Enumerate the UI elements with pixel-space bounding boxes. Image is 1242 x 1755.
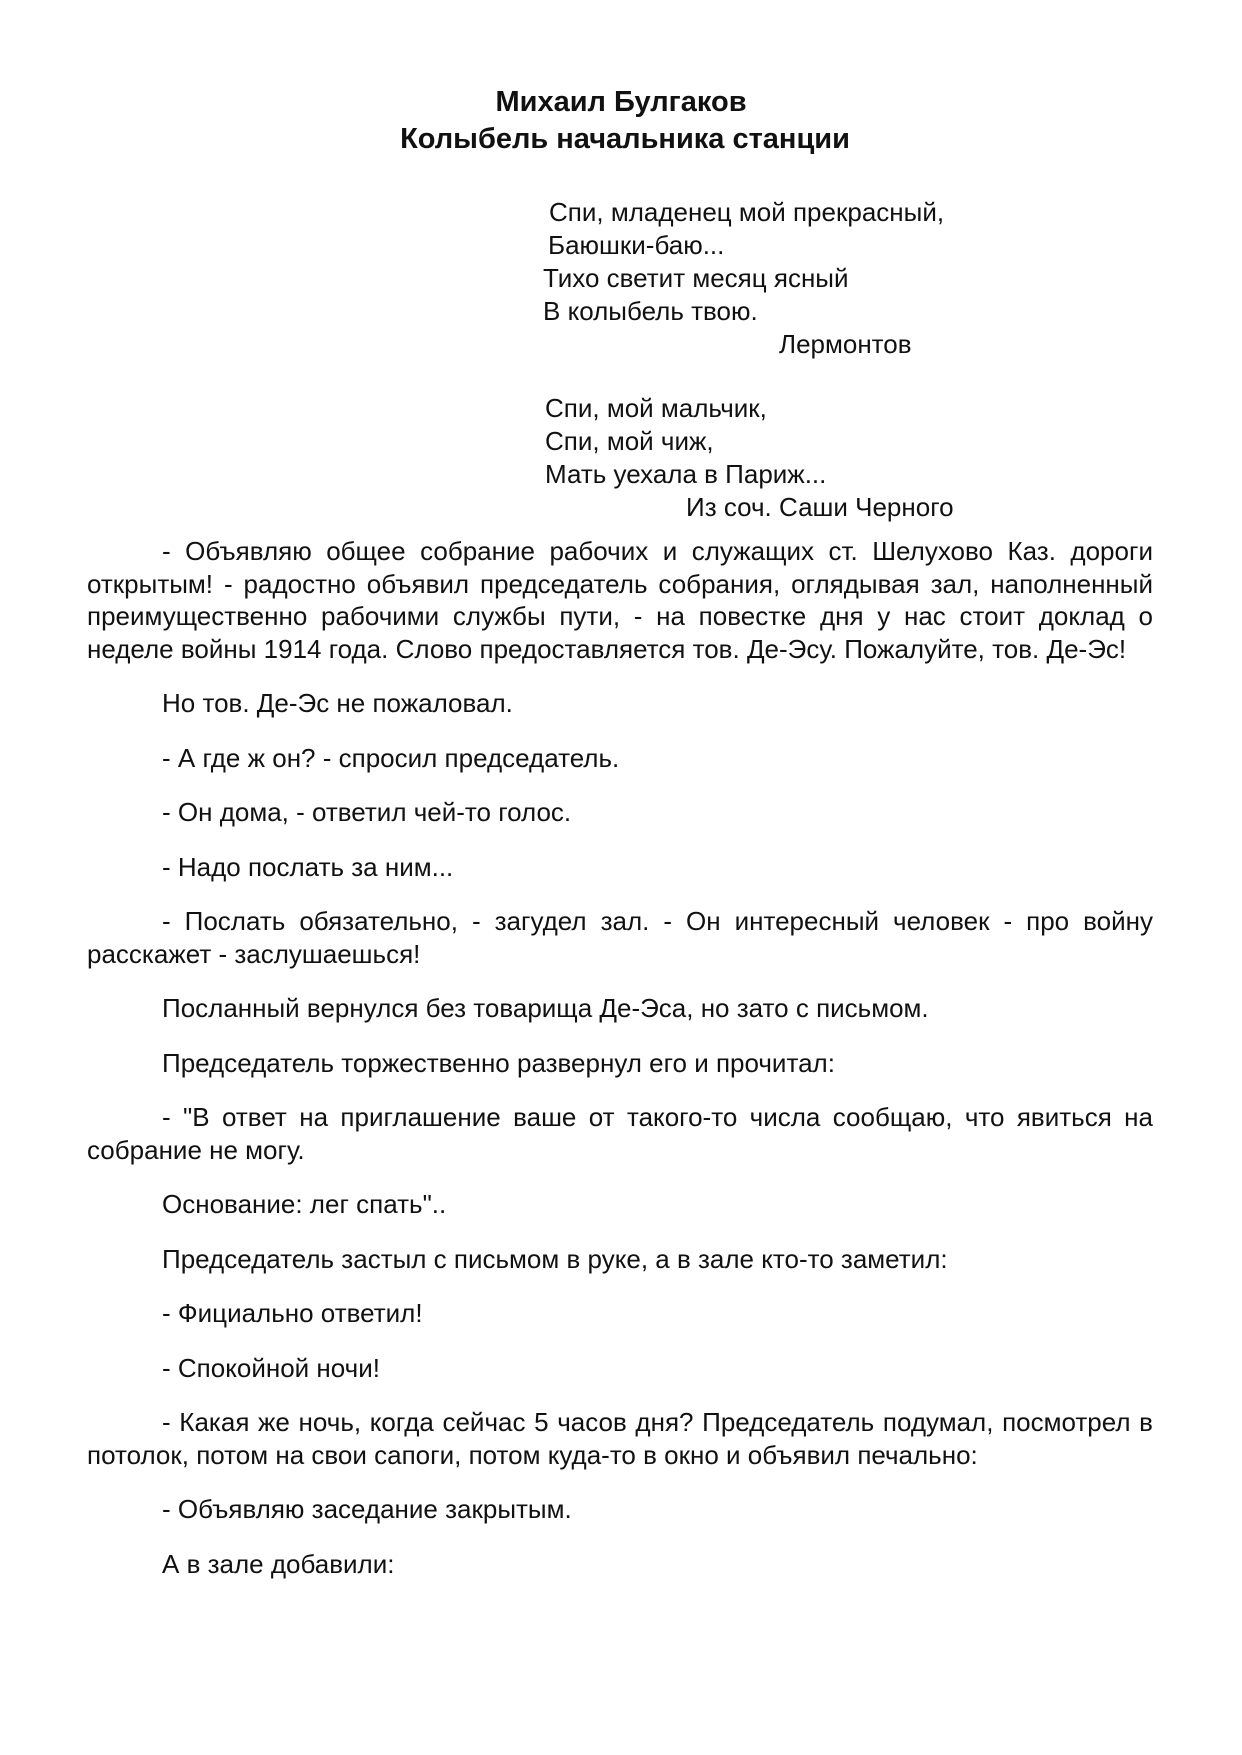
epigraph-sasha-cherny: [545, 392, 954, 524]
epigraph-line: Мать уехала в Париж...: [545, 459, 827, 489]
paragraph: - Он дома, - ответил чей-то голос.: [162, 797, 572, 827]
paragraph: - Спокойной ночи!: [162, 1352, 380, 1383]
paragraph: - Объявляю заседание закрытым.: [162, 1494, 572, 1524]
epigraph-line: Тихо светит месяц ясный: [543, 263, 849, 293]
epigraph-line: В колыбель твою.: [543, 296, 758, 326]
epigraph-line: Спи, мой мальчик,: [545, 393, 767, 423]
paragraph: - "В ответ на приглашение ваше от такого-то числа сообщаю, что явиться на собрание не могу.: [87, 1102, 1153, 1165]
epigraph-author: Лермонтов: [779, 329, 912, 359]
paragraph: - Послать обязательно, - загудел зал. - Он интересный человек - про войну расскажет - заслушаешься!: [87, 906, 1153, 969]
paragraph: Основание: лег спать"..: [162, 1189, 447, 1219]
paragraph: - Фициально ответил!: [162, 1298, 423, 1328]
epigraph-author: Из соч. Саши Черного: [686, 492, 954, 522]
paragraph: - Надо послать за ним...: [162, 851, 454, 882]
epigraph-lermontov: [543, 196, 944, 361]
story-body: [87, 535, 1153, 1602]
paragraph: Председатель застыл с письмом в руке, а в зале кто-то заметил:: [162, 1243, 948, 1274]
paragraph: - Объявляю общее собрание рабочих и служащих ст. Шелухово Каз. дороги открытым! - радостно объявил председатель собрания, оглядывая зал, наполненный преимущественно рабочими службы пути, - на повестке дня у нас стоит доклад о неделе войны 1914 года. Слово предоставляется тов. Де-Эсу. Пожалуйте, тов. Де-Эс!: [87, 536, 1153, 664]
paragraph: А в зале добавили:: [162, 1548, 395, 1579]
author-name: Михаил Булгаков: [495, 86, 747, 118]
paragraph: Председатель торжественно развернул его и прочитал:: [162, 1047, 835, 1078]
epigraph-line: Баюшки-баю...: [548, 230, 725, 260]
story-title: Колыбель начальника станции: [400, 123, 850, 155]
paragraph: - А где ж он? - спросил председатель.: [162, 742, 620, 773]
paragraph: Но тов. Де-Эс не пожаловал.: [162, 688, 513, 718]
paragraph: - Какая же ночь, когда сейчас 5 часов дня? Председатель подумал, посмотрел в потолок, потом на свои сапоги, потом куда-то в окно и объявил печально:: [87, 1407, 1153, 1470]
epigraph-line: Спи, младенец мой прекрасный,: [549, 197, 945, 227]
title-block: [0, 84, 1242, 158]
epigraph-line: Спи, мой чиж,: [545, 426, 714, 456]
paragraph: Посланный вернулся без товарища Де-Эса, но зато с письмом.: [162, 993, 929, 1023]
